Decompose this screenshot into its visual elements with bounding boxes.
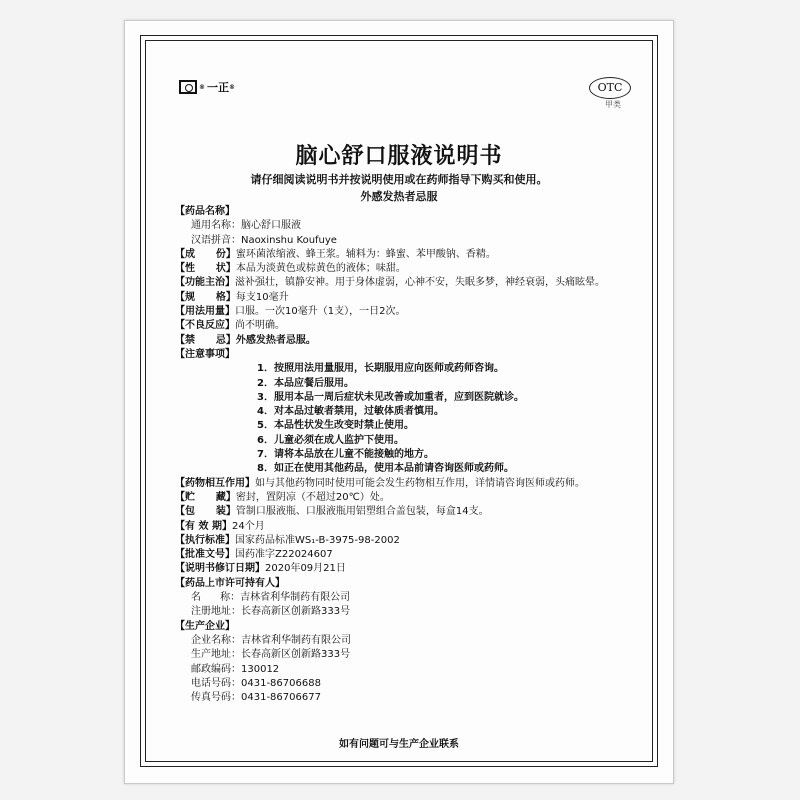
manufacturer-heading: 【生产企业】 <box>175 620 235 632</box>
list-item: 5．本品性状发生改变时禁止使用。 <box>257 420 414 432</box>
list-item: 3．服用本品一周后症状未见改善或加重者，应到医院就诊。 <box>257 391 524 403</box>
holder-heading: 【药品上市许可持有人】 <box>175 577 285 589</box>
adverse-label: 【不良反应】 <box>175 320 235 332</box>
contraindication-label: 【禁 忌】 <box>175 334 236 346</box>
storage-value: 密封，置阴凉（不超过20℃）处。 <box>235 491 390 503</box>
storage-label: 【贮 藏】 <box>175 491 236 503</box>
document-title: 脑心舒口服液说明书 <box>295 144 503 169</box>
list-item: 2．本品应餐后服用。 <box>257 377 354 389</box>
ingredients-label: 【成 份】 <box>175 248 236 260</box>
usage-notice: 请仔细阅读说明书并按说明使用或在药师指导下购买和使用。 <box>250 173 548 186</box>
generic-name-label: 通用名称： <box>191 220 241 232</box>
list-item: 6．儿童必须在成人监护下使用。 <box>257 434 404 446</box>
otc-badge: OTC <box>589 77 631 99</box>
manufacturer-name-label: 企业名称： <box>191 634 241 646</box>
revision-label: 【说明书修订日期】 <box>175 563 265 575</box>
adverse-value: 尚不明确。 <box>235 320 285 332</box>
indication-label: 【功能主治】 <box>175 277 235 289</box>
revision-value: 2020年09月21日 <box>265 563 346 575</box>
validity-label: 【有 效 期】 <box>175 520 232 532</box>
spec-label: 【规 格】 <box>175 291 236 303</box>
zip-label: 邮政编码： <box>191 663 241 675</box>
holder-name-value: 吉林省利华制药有限公司 <box>240 592 351 604</box>
package-label: 【包 装】 <box>175 506 236 518</box>
validity-value: 24个月 <box>231 520 265 532</box>
interaction-label: 【药物相互作用】 <box>175 477 255 489</box>
pinyin-label: 汉语拼音： <box>191 234 241 246</box>
list-item: 4．对本品过敏者禁用，过敏体质者慎用。 <box>257 406 444 418</box>
list-item: 1．按照用法用量服用，长期服用应向医师或药师咨询。 <box>257 363 504 375</box>
fax-label: 传真号码： <box>191 692 241 704</box>
contraindication-warning: 外感发热者忌服 <box>360 190 438 203</box>
ingredients-value: 蜜环菌浓缩液、蜂王浆。辅料为：蜂蜜、苯甲酸钠、香精。 <box>235 248 496 260</box>
precautions-label: 【注意事项】 <box>175 348 235 360</box>
manufacturer-name-value: 吉林省利华制药有限公司 <box>241 634 351 646</box>
contact-footer: 如有问题可与生产企业联系 <box>339 739 459 750</box>
brand-logo: ® 一正 ® <box>179 79 237 95</box>
manufacturer-address-label: 生产地址： <box>191 649 241 661</box>
dosage-label: 【用法用量】 <box>175 306 235 318</box>
approval-label: 【批准文号】 <box>175 549 235 561</box>
zip-value: 130012 <box>241 663 280 675</box>
indication-value: 滋补强壮，镇静安神。用于身体虚弱，心神不安，失眠多梦，神经衰弱，头痛眩晕。 <box>235 277 605 289</box>
leaflet-sheet <box>124 20 674 784</box>
standard-label: 【执行标准】 <box>175 534 235 546</box>
package-value: 管制口服液瓶、口服液瓶用铝塑组合盖包装，每盒14支。 <box>235 506 489 518</box>
list-item: 8．如正在使用其他药品，使用本品前请咨询医师或药师。 <box>257 463 514 475</box>
fax-value: 0431-86706677 <box>241 692 321 704</box>
holder-address-value: 长春高新区创新路333号 <box>241 606 351 618</box>
brand-name: 一正 <box>207 81 229 94</box>
generic-name-value: 脑心舒口服液 <box>241 220 301 232</box>
pinyin-value: Naoxinshu Koufuye <box>241 234 337 246</box>
precautions-list <box>175 362 645 476</box>
brand-logo-icon <box>179 80 197 94</box>
dosage-value: 口服。一次10毫升（1支），一日2次。 <box>235 306 406 318</box>
holder-address-label: 注册地址： <box>191 606 241 618</box>
standard-value: 国家药品标准WS₁-B-3975-98-2002 <box>235 534 400 546</box>
holder-name-label: 名 称： <box>191 592 241 604</box>
spec-value: 每支10毫升 <box>235 291 289 303</box>
character-value: 本品为淡黄色或棕黄色的液体；味甜。 <box>235 263 406 275</box>
contraindication-value: 外感发热者忌服。 <box>235 334 316 346</box>
list-item: 7．请将本品放在儿童不能接触的地方。 <box>257 449 434 461</box>
otc-class-label: 甲类 <box>605 100 621 109</box>
character-label: 【性 状】 <box>175 263 236 275</box>
phone-value: 0431-86706688 <box>241 677 321 689</box>
drug-name-heading: 【药品名称】 <box>175 206 235 217</box>
leaflet-content <box>175 205 645 705</box>
manufacturer-address-value: 长春高新区创新路333号 <box>241 649 351 661</box>
interaction-value: 如与其他药物同时使用可能会发生药物相互作用，详情请咨询医师或药师。 <box>255 477 585 489</box>
phone-label: 电话号码： <box>191 677 241 689</box>
approval-value: 国药准字Z22024607 <box>235 549 333 561</box>
